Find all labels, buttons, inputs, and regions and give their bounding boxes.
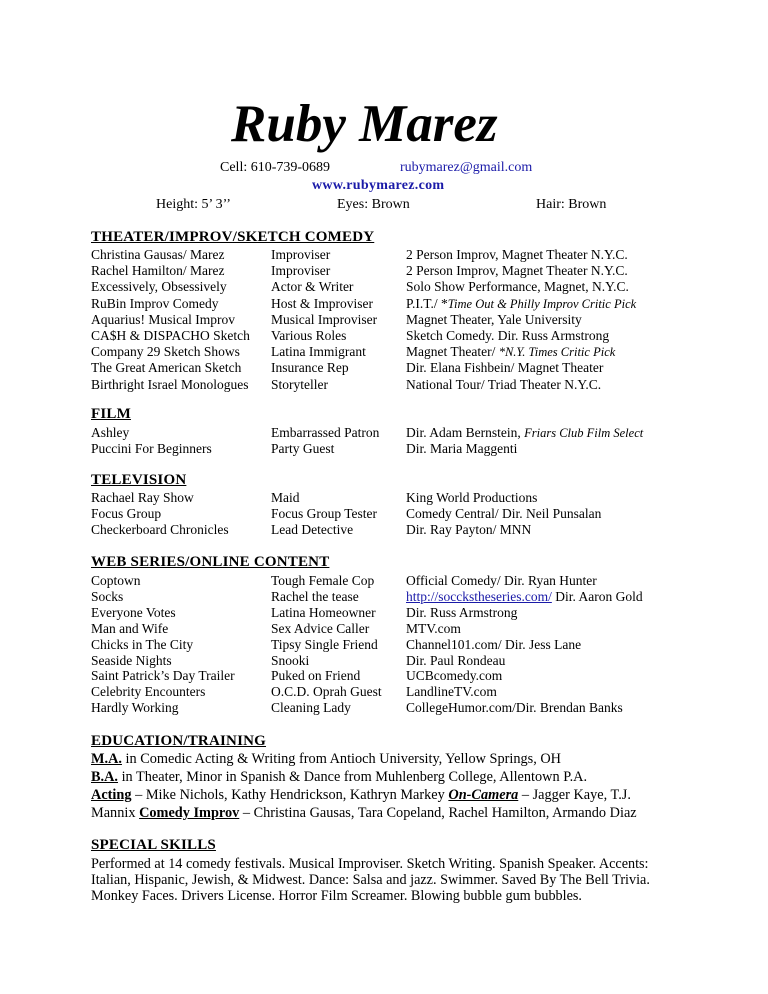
web-credit xyxy=(406,589,643,605)
eyes-stat: Eyes: Brown xyxy=(337,197,410,212)
web-title: Socks xyxy=(91,588,124,604)
education-ma xyxy=(91,750,561,768)
theater-title: CA$H & DISPACHO Sketch xyxy=(91,328,250,343)
web-role: Sex Advice Caller xyxy=(271,620,370,636)
theater-title: Excessively, Obsessively xyxy=(91,279,227,295)
ma-label: M.A. xyxy=(91,751,122,767)
education-training-1 xyxy=(91,786,631,804)
theater-venue: Magnet Theater/ xyxy=(406,344,499,360)
web-title: Saint Patrick’s Day Trailer xyxy=(91,668,235,684)
television-credit xyxy=(406,506,601,522)
ba-label: B.A. xyxy=(91,769,119,785)
web-row xyxy=(0,668,768,684)
film-row xyxy=(0,425,768,441)
theater-title: The Great American Sketch xyxy=(91,360,242,376)
comedy-improv-label: Comedy Improv xyxy=(139,805,240,821)
web-venue: Dir. Aaron Gold xyxy=(551,588,643,604)
television-role: Lead Detective xyxy=(271,522,354,537)
theater-role: Host & Improviser xyxy=(271,295,373,311)
web-venue: LandlineTV.com xyxy=(406,684,497,700)
theater-credit xyxy=(406,263,628,279)
theater-title: Christina Gausas/ Marez xyxy=(91,247,225,262)
theater-venue: 2 Person Improv, Magnet Theater N.Y.C. xyxy=(406,263,628,279)
website-link[interactable]: www.rubymarez.com xyxy=(312,178,445,193)
theater-row xyxy=(0,296,768,312)
television-title: Rachael Ray Show xyxy=(91,490,194,505)
theater-row xyxy=(0,328,768,344)
web-role: O.C.D. Oprah Guest xyxy=(271,684,382,700)
web-credit xyxy=(406,605,517,621)
on-camera-text: – Jagger Kaye, T.J. xyxy=(518,787,631,803)
theater-venue: Solo Show Performance, Magnet, N.Y.C. xyxy=(406,279,629,295)
television-venue: King World Productions xyxy=(406,490,538,505)
theater-row xyxy=(0,344,768,360)
film-note: Friars Club Film Select xyxy=(524,426,644,440)
acting-label: Acting xyxy=(91,787,132,803)
theater-title: Rachel Hamilton/ Marez xyxy=(91,263,225,279)
email-address[interactable]: rubymarez@gmail.com xyxy=(400,160,533,175)
theater-role: Storyteller xyxy=(271,376,328,392)
education-heading: EDUCATION/TRAINING xyxy=(91,733,267,749)
theater-credit xyxy=(406,328,609,344)
on-camera-label: On-Camera xyxy=(448,787,519,803)
hair-stat: Hair: Brown xyxy=(536,197,607,212)
skills-line: Monkey Faces. Drivers License. Horror Film Screamer. Blowing bubble gum bubbles. xyxy=(91,888,582,904)
web-venue: Dir. Russ Armstrong xyxy=(406,604,518,620)
web-row xyxy=(0,653,768,669)
television-row xyxy=(0,522,768,538)
web-credit xyxy=(406,668,502,684)
web-credit xyxy=(406,653,505,669)
skills-line: Italian, Hispanic, Jewish, & Midwest. Dance: Salsa and jazz. Swimmer. Saved By The Bell Trivia. xyxy=(91,872,650,888)
television-credit xyxy=(406,522,531,538)
film-row xyxy=(0,441,768,457)
film-venue: Dir. Maria Maggenti xyxy=(406,441,518,456)
theater-row xyxy=(0,263,768,279)
television-row xyxy=(0,490,768,506)
film-role: Embarrassed Patron xyxy=(271,425,380,440)
web-row xyxy=(0,605,768,621)
television-title: Checkerboard Chronicles xyxy=(91,522,229,537)
theater-title: RuBin Improv Comedy xyxy=(91,295,219,311)
film-credit xyxy=(406,441,517,457)
theater-title: Company 29 Sketch Shows xyxy=(91,344,240,360)
web-venue: Channel101.com/ Dir. Jess Lane xyxy=(406,636,582,652)
film-heading: FILM xyxy=(91,406,131,422)
web-venue: Dir. Paul Rondeau xyxy=(406,652,506,668)
theater-note: *N.Y. Times Critic Pick xyxy=(498,345,616,360)
web-role: Puked on Friend xyxy=(271,668,361,684)
web-title: Celebrity Encounters xyxy=(91,684,206,700)
television-row xyxy=(0,506,768,522)
web-role: Rachel the tease xyxy=(271,588,359,604)
theater-row xyxy=(0,312,768,328)
theater-credit xyxy=(406,344,615,360)
web-row xyxy=(0,700,768,716)
theater-title: Aquarius! Musical Improv xyxy=(91,311,235,327)
web-role: Tough Female Cop xyxy=(271,573,375,588)
web-link[interactable]: http://socckstheseries.com/ xyxy=(406,588,552,604)
web-credit xyxy=(406,700,623,716)
theater-row xyxy=(0,247,768,263)
web-row xyxy=(0,684,768,700)
theater-venue: Sketch Comedy. Dir. Russ Armstrong xyxy=(406,328,610,343)
web-credit xyxy=(406,684,497,700)
film-role: Party Guest xyxy=(271,441,335,456)
web-row xyxy=(0,621,768,637)
web-title: Coptown xyxy=(91,573,141,588)
special-skills-text xyxy=(91,856,691,904)
special-skills-heading: SPECIAL SKILLS xyxy=(91,837,216,853)
theater-title: Birthright Israel Monologues xyxy=(91,376,249,392)
theater-role: Latina Immigrant xyxy=(271,344,366,360)
web-role: Tipsy Single Friend xyxy=(271,636,378,652)
ma-text: in Comedic Acting & Writing from Antioch University, Yellow Springs, OH xyxy=(121,751,562,767)
theater-role: Various Roles xyxy=(271,328,347,343)
education-training-2 xyxy=(91,804,637,822)
television-heading: TELEVISION xyxy=(91,472,187,488)
television-title: Focus Group xyxy=(91,506,162,521)
television-role: Focus Group Tester xyxy=(271,506,378,521)
theater-heading: THEATER/IMPROV/SKETCH COMEDY xyxy=(91,229,375,245)
theater-role: Musical Improviser xyxy=(271,311,378,327)
web-title: Seaside Nights xyxy=(91,652,172,668)
web-title: Hardly Working xyxy=(91,700,179,716)
web-role: Snooki xyxy=(271,652,310,668)
web-role: Cleaning Lady xyxy=(271,700,351,716)
web-row xyxy=(0,573,768,589)
theater-venue: Magnet Theater, Yale University xyxy=(406,311,582,327)
web-title: Man and Wife xyxy=(91,620,169,636)
web-credit xyxy=(406,637,581,653)
web-credit xyxy=(406,573,597,589)
web-series-heading: WEB SERIES/ONLINE CONTENT xyxy=(91,554,330,570)
education-ba xyxy=(91,768,587,786)
theater-credit xyxy=(406,360,603,376)
theater-venue: P.I.T./ * xyxy=(406,295,448,311)
television-credit xyxy=(406,490,537,506)
web-credit xyxy=(406,621,461,637)
film-title: Ashley xyxy=(91,425,130,440)
theater-credit xyxy=(406,296,636,312)
web-role: Latina Homeowner xyxy=(271,604,376,620)
theater-venue: 2 Person Improv, Magnet Theater N.Y.C. xyxy=(406,247,628,262)
theater-venue: Dir. Elana Fishbein/ Magnet Theater xyxy=(406,360,604,376)
web-venue: UCBcomedy.com xyxy=(406,668,503,684)
web-title: Chicks in The City xyxy=(91,636,194,652)
theater-role: Improviser xyxy=(271,263,331,279)
theater-credit xyxy=(406,377,601,393)
resume-name: Ruby Marez xyxy=(231,95,498,153)
height-stat: Height: 5’ 3’’ xyxy=(156,197,231,212)
mannix-text: Mannix xyxy=(91,805,140,821)
skills-line: Performed at 14 comedy festivals. Musical Improviser. Sketch Writing. Spanish Speaker. Accents: xyxy=(91,856,649,872)
theater-role: Insurance Rep xyxy=(271,360,349,376)
theater-venue: National Tour/ Triad Theater N.Y.C. xyxy=(406,376,602,392)
theater-note: Time Out & Philly Improv Critic Pick xyxy=(447,296,637,311)
ba-text: in Theater, Minor in Spanish & Dance from Muhlenberg College, Allentown P.A. xyxy=(118,769,588,785)
theater-credit xyxy=(406,247,628,263)
cell-phone: Cell: 610-739-0689 xyxy=(220,160,331,175)
theater-row xyxy=(0,279,768,295)
web-venue: MTV.com xyxy=(406,620,461,636)
film-title: Puccini For Beginners xyxy=(91,441,212,456)
television-role: Maid xyxy=(271,490,300,505)
theater-role: Improviser xyxy=(271,247,331,262)
comedy-improv-text: – Christina Gausas, Tara Copeland, Rachel Hamilton, Armando Diaz xyxy=(239,805,637,821)
theater-role: Actor & Writer xyxy=(271,279,354,295)
television-venue: Dir. Ray Payton/ MNN xyxy=(406,522,532,537)
theater-row xyxy=(0,360,768,376)
web-venue: CollegeHumor.com/Dir. Brendan Banks xyxy=(406,700,623,716)
television-venue: Comedy Central/ Dir. Neil Punsalan xyxy=(406,506,602,521)
web-title: Everyone Votes xyxy=(91,604,176,620)
theater-credit xyxy=(406,279,629,295)
film-credit xyxy=(406,425,643,441)
film-venue: Dir. Adam Bernstein, xyxy=(406,425,525,440)
acting-text: – Mike Nichols, Kathy Hendrickson, Kathryn Markey xyxy=(131,787,449,803)
web-venue: Official Comedy/ Dir. Ryan Hunter xyxy=(406,573,597,588)
web-row xyxy=(0,637,768,653)
theater-credit xyxy=(406,312,582,328)
web-row xyxy=(0,589,768,605)
theater-row xyxy=(0,377,768,393)
